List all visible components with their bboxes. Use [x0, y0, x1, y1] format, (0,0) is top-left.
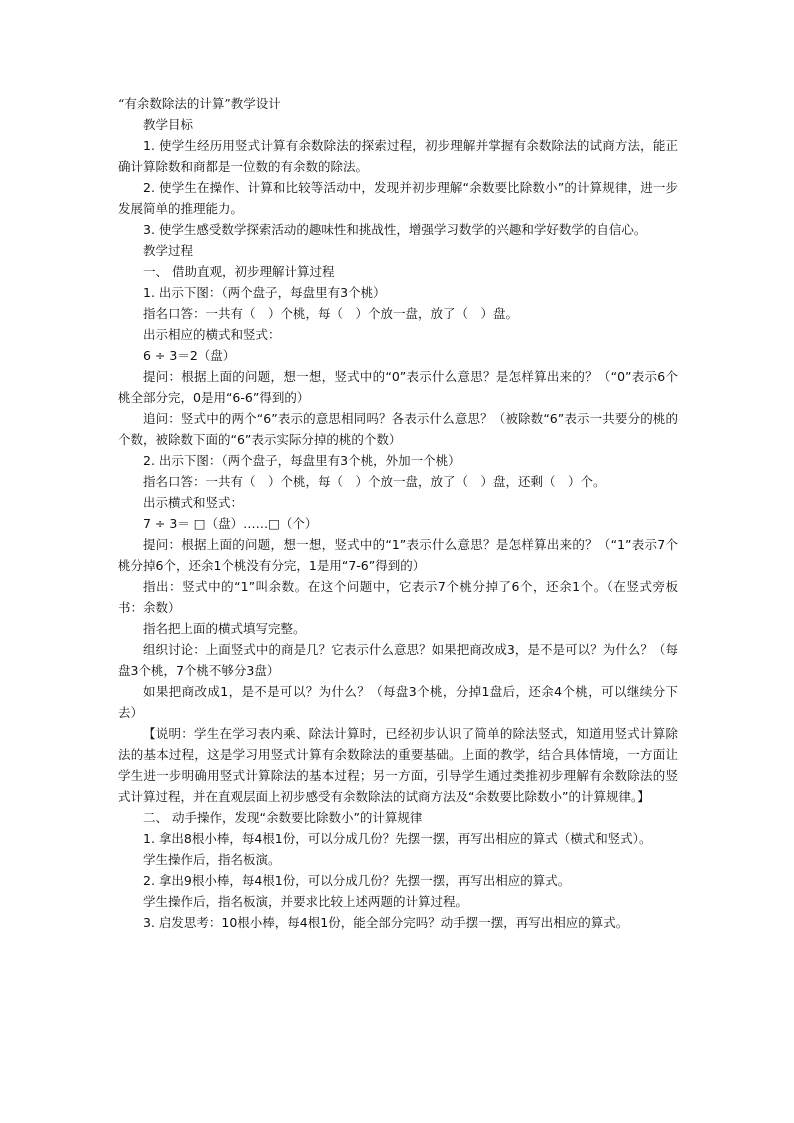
paragraph: 3. 启发思考：10根小棒，每4根1份，能全部分完吗？动手摆一摆，再写出相应的算式。: [143, 915, 629, 930]
paragraph: 一、 借助直观，初步理解计算过程: [143, 264, 335, 279]
paragraph: 学生操作后，指名板演。: [143, 852, 281, 867]
paragraph: 2. 拿出9根小棒，每4根1份，可以分成几份？先摆一摆，再写出相应的算式。: [143, 873, 571, 888]
paragraph: 如果把商改成1，是不是可以？为什么？（每盘3个桃，分掉1盘后，还余4个桃，可以继续分下去）: [118, 684, 678, 720]
paragraph: 1. 拿出8根小棒，每4根1份，可以分成几份？先摆一摆，再写出相应的算式（横式和竖式）。: [143, 831, 652, 846]
paragraph: 2. 出示下图：（两个盘子，每盘里有3个桃，外加一个桃）: [143, 453, 461, 468]
paragraph: 提问：根据上面的问题，想一想，竖式中的“1”表示什么意思？是怎样算出来的？（“1”表示7个桃分掉6个，还余1个桃没有分完，1是用“7-6”得到的）: [118, 537, 678, 573]
paragraph: 指名口答：一共有（ ）个桃，每（ ）个放一盘，放了（ ）盘。: [143, 306, 519, 321]
paragraph: 1. 使学生经历用竖式计算有余数除法的探索过程，初步理解并掌握有余数除法的试商方法，能正确计算除数和商都是一位数的有余数的除法。: [118, 138, 678, 174]
paragraph: 教学目标: [143, 117, 194, 132]
paragraph: 出示相应的横式和竖式：: [143, 327, 281, 342]
paragraph: 指出：竖式中的“1”叫余数。在这个问题中，它表示7个桃分掉了6个，还余1个。（在竖式旁板书：余数）: [118, 579, 678, 615]
paragraph: 指名把上面的横式填写完整。: [143, 621, 306, 636]
document-title: “有余数除法的计算”教学设计: [118, 96, 281, 111]
paragraph: 提问：根据上面的问题，想一想，竖式中的“0”表示什么意思？是怎样算出来的？（“0”表示6个桃全部分完，0是用“6-6”得到的）: [118, 369, 678, 405]
paragraph: 7 ÷ 3＝ □（盘）……□（个）: [143, 516, 318, 531]
paragraph: 2. 使学生在操作、计算和比较等活动中，发现并初步理解“余数要比除数小”的计算规律，进一步发展简单的推理能力。: [118, 180, 678, 216]
paragraph: 1. 出示下图：（两个盘子，每盘里有3个桃）: [143, 285, 386, 300]
paragraph: 指名口答：一共有（ ）个桃，每（ ）个放一盘，放了（ ）盘，还剩（ ）个。: [143, 474, 606, 489]
paragraph: 教学过程: [143, 243, 194, 258]
paragraph: 组织讨论：上面竖式中的商是几？它表示什么意思？如果把商改成3，是不是可以？为什么？（每盘3个桃，7个桃不够分3盘）: [118, 642, 678, 678]
paragraph: 6 ÷ 3＝2（盘）: [143, 348, 236, 363]
document-body: [118, 114, 678, 933]
paragraph: 学生操作后，指名板演，并要求比较上述两题的计算过程。: [143, 894, 469, 909]
paragraph: 出示横式和竖式：: [143, 495, 244, 510]
paragraph: 【说明：学生在学习表内乘、除法计算时，已经初步认识了简单的除法竖式，知道用竖式计算除法的基本过程，这是学习用竖式计算有余数除法的重要基础。上面的教学，结合具体情境，一方面让学生进一步明确用竖式计算除法的基本过程；另一方面，引导学生通过类推初步理解有余数除法的竖式计算过程，并在直观层面上初步感受有余数除法的试商方法及“余数要比除数小”的计算规律。】: [118, 726, 678, 804]
paragraph: 3. 使学生感受数学探索活动的趣味性和挑战性，增强学习数学的兴趣和学好数学的自信心。: [143, 222, 647, 237]
document-page: [118, 93, 678, 933]
paragraph: 二、 动手操作，发现“余数要比除数小”的计算规律: [143, 810, 423, 825]
paragraph: 追问：竖式中的两个“6”表示的意思相同吗？各表示什么意思？（被除数“6”表示一共要分的桃的个数，被除数下面的“6”表示实际分掉的桃的个数）: [118, 411, 678, 447]
